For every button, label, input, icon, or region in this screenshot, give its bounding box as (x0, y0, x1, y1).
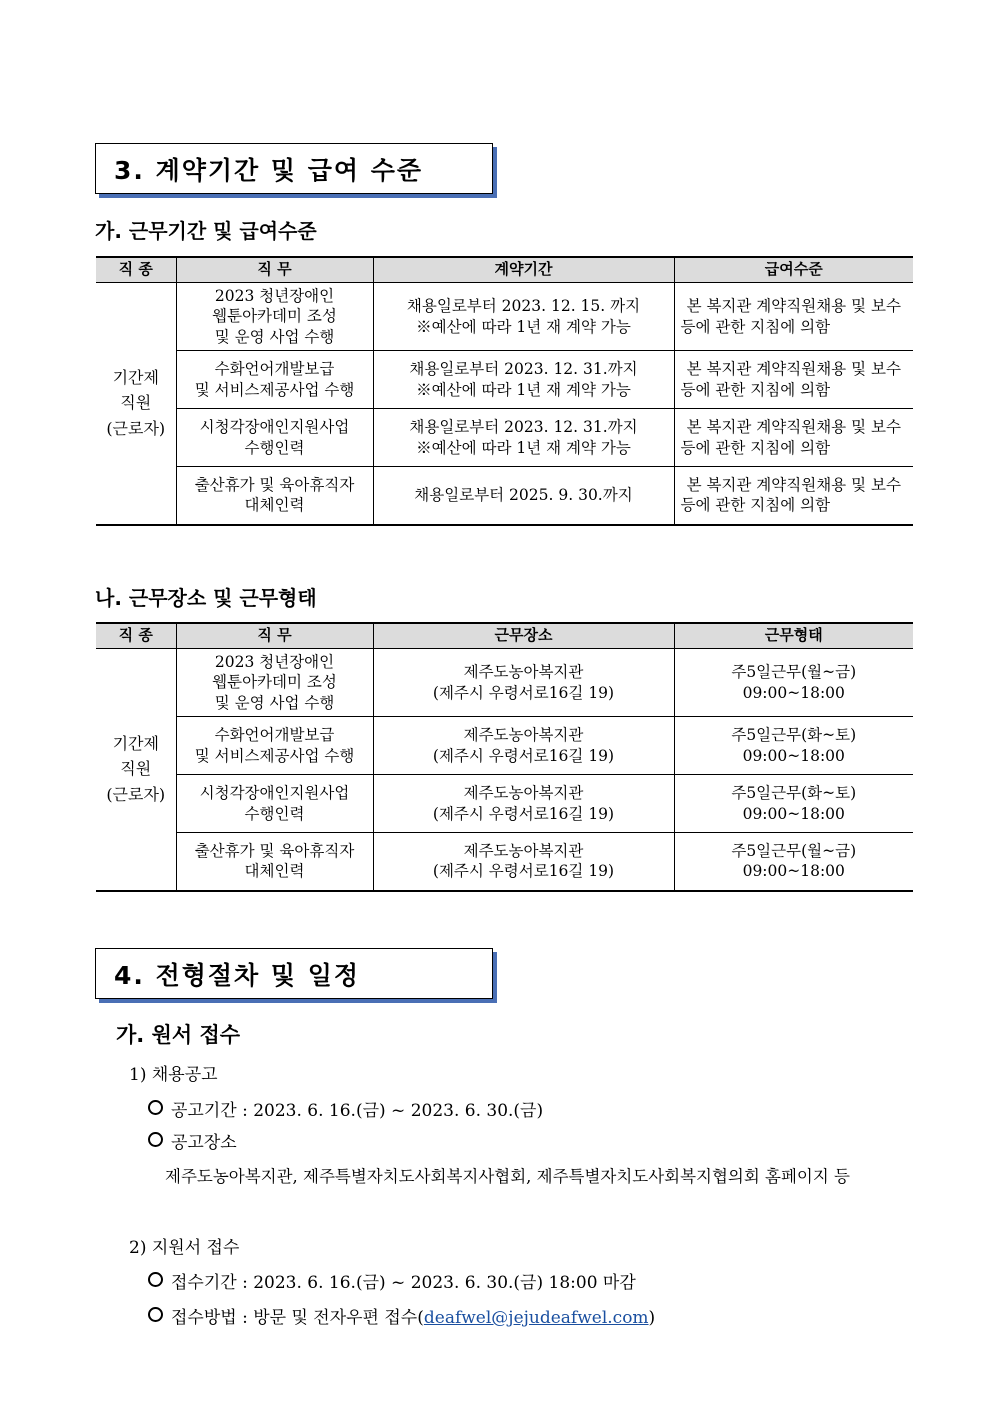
table-row (96, 833, 913, 891)
workplace-type-table (96, 622, 913, 892)
job-type-cell: 기간제 직원 (근로자) (96, 649, 176, 891)
header-duty: 직 무 (176, 257, 373, 283)
item-application-title: 2) 지원서 접수 (129, 1238, 240, 1258)
salary-cell: 본 복지관 계약직원채용 및 보수등에 관한 지침에 의함 (674, 409, 913, 467)
notice-period-line: 공고기간 : 2023. 6. 16.(금) ~ 2023. 6. 30.(금) (148, 1096, 543, 1121)
salary-cell: 본 복지관 계약직원채용 및 보수등에 관한 지침에 의함 (674, 467, 913, 525)
duty-cell: 2023 청년장애인 웹툰아카데미 조성 및 운영 사업 수행 (176, 649, 373, 717)
header-job-type: 직 종 (96, 623, 176, 649)
duty-cell: 출산휴가 및 육아휴직자 대체인력 (176, 833, 373, 891)
period-cell: 채용일로부터 2023. 12. 31.까지 ※예산에 따라 1년 재 계약 가능 (373, 409, 674, 467)
section-3-title: 3. 계약기간 및 급여 수준 (95, 143, 493, 194)
circle-bullet-icon (148, 1132, 163, 1147)
place-cell: 제주도농아복지관 (제주시 우령서로16길 19) (373, 717, 674, 775)
duty-cell: 시청각장애인지원사업 수행인력 (176, 409, 373, 467)
place-cell: 제주도농아복지관 (제주시 우령서로16길 19) (373, 649, 674, 717)
duty-cell: 시청각장애인지원사업 수행인력 (176, 775, 373, 833)
notice-place-value: 제주도농아복지관, 제주특별자치도사회복지사협회, 제주특별자치도사회복지협의회 홈페이지 등 (165, 1167, 850, 1186)
salary-cell: 본 복지관 계약직원채용 및 보수등에 관한 지침에 의함 (674, 351, 913, 409)
work-form-cell: 주5일근무(월~금) 09:00~18:00 (674, 649, 913, 717)
table-row (96, 717, 913, 775)
table-row (96, 351, 913, 409)
work-form-cell: 주5일근무(월~금) 09:00~18:00 (674, 833, 913, 891)
period-cell: 채용일로부터 2023. 12. 15. 까지 ※예산에 따라 1년 재 계약 가능 (373, 283, 674, 351)
subsection-3b-title: 나. 근무장소 및 근무형태 (95, 586, 317, 610)
header-salary: 급여수준 (674, 257, 913, 283)
table-row (96, 649, 913, 717)
duty-cell: 수화언어개발보급 및 서비스제공사업 수행 (176, 717, 373, 775)
item-recruit-notice-title: 1) 채용공고 (129, 1065, 218, 1085)
job-type-cell: 기간제 직원 (근로자) (96, 283, 176, 525)
table-header-row (96, 257, 913, 283)
application-period-line: 접수기간 : 2023. 6. 16.(금) ~ 2023. 6. 30.(금) 18:00 마감 (148, 1268, 636, 1293)
circle-bullet-icon (148, 1272, 163, 1287)
header-duty: 직 무 (176, 623, 373, 649)
work-form-cell: 주5일근무(화~토) 09:00~18:00 (674, 775, 913, 833)
notice-place-line: 공고장소 (148, 1128, 237, 1153)
subsection-4a-title: 가. 원서 접수 (116, 1023, 241, 1047)
salary-cell: 본 복지관 계약직원채용 및 보수등에 관한 지침에 의함 (674, 283, 913, 351)
duty-cell: 출산휴가 및 육아휴직자 대체인력 (176, 467, 373, 525)
circle-bullet-icon (148, 1100, 163, 1115)
table-row (96, 467, 913, 525)
application-method-line: 접수방법 : 방문 및 전자우편 접수(deafwel@jejudeafwel.com) (148, 1303, 655, 1328)
duty-cell: 수화언어개발보급 및 서비스제공사업 수행 (176, 351, 373, 409)
place-cell: 제주도농아복지관 (제주시 우령서로16길 19) (373, 775, 674, 833)
period-cell: 채용일로부터 2025. 9. 30.까지 (373, 467, 674, 525)
subsection-3a-title: 가. 근무기간 및 급여수준 (95, 219, 317, 243)
table-row (96, 775, 913, 833)
email-link[interactable]: deafwel@jejudeafwel.com (423, 1308, 649, 1328)
table-row (96, 409, 913, 467)
place-cell: 제주도농아복지관 (제주시 우령서로16길 19) (373, 833, 674, 891)
header-work-form: 근무형태 (674, 623, 913, 649)
header-period: 계약기간 (373, 257, 674, 283)
duty-cell: 2023 청년장애인 웹툰아카데미 조성 및 운영 사업 수행 (176, 283, 373, 351)
contract-salary-table (96, 256, 913, 526)
work-form-cell: 주5일근무(화~토) 09:00~18:00 (674, 717, 913, 775)
table-row (96, 283, 913, 351)
header-place: 근무장소 (373, 623, 674, 649)
circle-bullet-icon (148, 1307, 163, 1322)
header-job-type: 직 종 (96, 257, 176, 283)
section-4-title: 4. 전형절차 및 일정 (95, 948, 493, 999)
table-header-row (96, 623, 913, 649)
period-cell: 채용일로부터 2023. 12. 31.까지 ※예산에 따라 1년 재 계약 가능 (373, 351, 674, 409)
